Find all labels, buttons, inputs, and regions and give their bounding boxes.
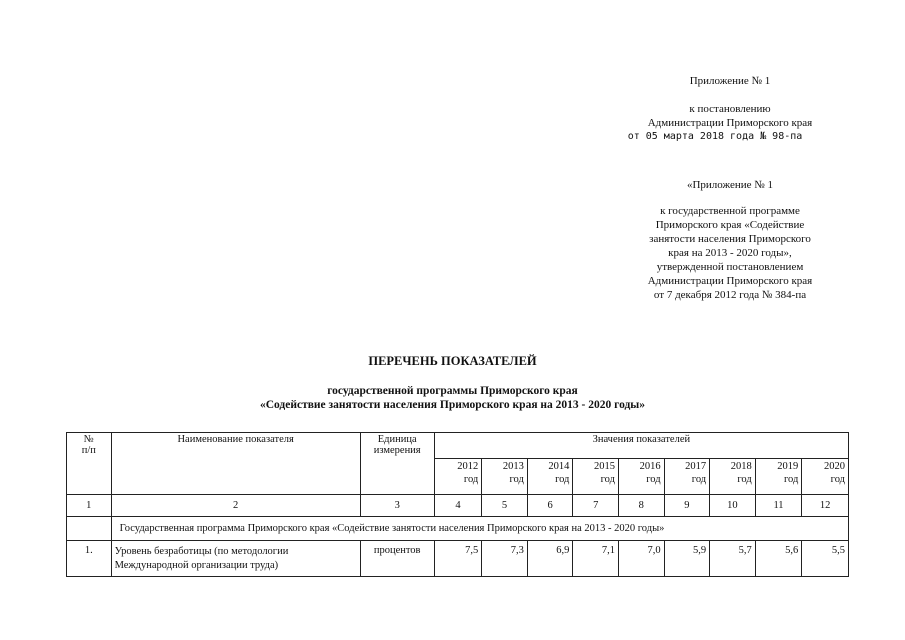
row-indicator-name: Уровень безработицы (по методологии Международной организации труда)	[111, 541, 360, 577]
year-header-2016	[618, 459, 664, 495]
column-number-cell: 3	[360, 495, 434, 517]
program-line-2: Приморского края «Содействие	[655, 219, 805, 231]
year-label: 2019	[777, 461, 799, 472]
year-suffix: год	[691, 474, 707, 485]
year-suffix: год	[646, 474, 661, 485]
year-header-2013	[482, 459, 528, 495]
program-line-4: края на 2013 - 2020 годы»,	[668, 247, 792, 259]
year-suffix: год	[463, 474, 479, 485]
year-suffix: год	[737, 474, 752, 485]
section-row	[67, 517, 849, 541]
row-unit: процентов	[360, 541, 434, 577]
year-header-2019	[755, 459, 802, 495]
decree-line-1: к постановлению	[689, 103, 771, 115]
row-value-2020: 5,5	[802, 541, 849, 577]
year-suffix: год	[600, 474, 615, 485]
column-number-cell: 4	[434, 495, 482, 517]
year-label: 2017	[685, 461, 707, 472]
year-label: 2016	[639, 461, 661, 472]
year-header-2015	[573, 459, 619, 495]
decree-reference-block	[580, 102, 880, 144]
header-number-cell	[67, 433, 112, 495]
row-value-2018: 5,7	[710, 541, 756, 577]
column-number-cell: 5	[482, 495, 528, 517]
header-unit-cell	[360, 433, 434, 495]
column-number-cell: 6	[527, 495, 573, 517]
year-suffix: год	[783, 474, 799, 485]
program-line-3: занятости населения Приморского	[649, 233, 811, 245]
column-number-cell: 11	[755, 495, 802, 517]
year-label: 2015	[593, 461, 615, 472]
decree-line-2: Администрации Приморского края	[647, 117, 813, 129]
year-label: 2012	[457, 461, 479, 472]
year-label: 2018	[730, 461, 752, 472]
column-number-cell: 8	[618, 495, 664, 517]
year-suffix: год	[555, 474, 570, 485]
subtitle-line-1: государственной программы Приморского края	[327, 385, 578, 397]
year-suffix: год	[509, 474, 524, 485]
indicators-table	[66, 432, 849, 577]
year-header-2018	[710, 459, 756, 495]
subtitle-line-2: «Содействие занятости населения Приморского края на 2013 - 2020 годы»	[259, 399, 646, 411]
program-reference-block	[580, 204, 880, 302]
row-value-2016: 7,0	[618, 541, 664, 577]
year-header-2014	[527, 459, 573, 495]
program-line-6: Администрации Приморского края	[647, 275, 813, 287]
section-row-label: Государственная программа Приморского края «Содействие занятости населения Приморского края на 2013 - 2020 годы»	[111, 517, 848, 541]
decree-date-stamp: от 05 марта 2018 года № 98-па	[627, 131, 803, 142]
row-value-2012: 7,5	[434, 541, 482, 577]
row-value-2017: 5,9	[664, 541, 710, 577]
header-indicator-name: Наименование показателя	[111, 433, 360, 495]
column-number-row	[67, 495, 849, 517]
section-row-spacer	[67, 517, 112, 541]
program-line-7: от 7 декабря 2012 года № 384-па	[653, 289, 807, 301]
decree-appendix-block	[600, 74, 860, 88]
header-unit-line-1: Единица	[377, 434, 417, 445]
program-line-5: утвержденной постановлением	[656, 261, 804, 273]
year-label: 2013	[502, 461, 524, 472]
row-number: 1.	[67, 541, 112, 577]
year-header-2020	[802, 459, 849, 495]
header-number-line-2: п/п	[81, 445, 96, 456]
document-subtitle	[0, 384, 905, 412]
year-suffix: год	[830, 474, 845, 485]
table-row	[67, 541, 849, 577]
header-number-line-1: №	[83, 434, 94, 445]
column-number-cell: 10	[710, 495, 756, 517]
column-number-cell: 7	[573, 495, 619, 517]
column-number-cell: 2	[111, 495, 360, 517]
program-appendix-block	[600, 178, 860, 192]
year-label: 2014	[548, 461, 570, 472]
year-label: 2020	[824, 461, 845, 472]
row-value-2014: 6,9	[527, 541, 573, 577]
header-values: Значения показателей	[434, 433, 848, 459]
header-unit-line-2: измерения	[373, 445, 421, 456]
column-number-cell: 1	[67, 495, 112, 517]
column-number-cell: 9	[664, 495, 710, 517]
program-appendix-label: «Приложение № 1	[686, 179, 774, 191]
year-header-2017	[664, 459, 710, 495]
row-value-2013: 7,3	[482, 541, 528, 577]
decree-appendix-label: Приложение № 1	[689, 75, 771, 87]
year-header-2012	[434, 459, 482, 495]
document-title: ПЕРЕЧЕНЬ ПОКАЗАТЕЛЕЙ	[368, 354, 537, 368]
row-value-2015: 7,1	[573, 541, 619, 577]
program-line-1: к государственной программе	[660, 205, 800, 217]
row-value-2019: 5,6	[755, 541, 802, 577]
table-header-row	[67, 433, 849, 459]
column-number-cell: 12	[802, 495, 849, 517]
